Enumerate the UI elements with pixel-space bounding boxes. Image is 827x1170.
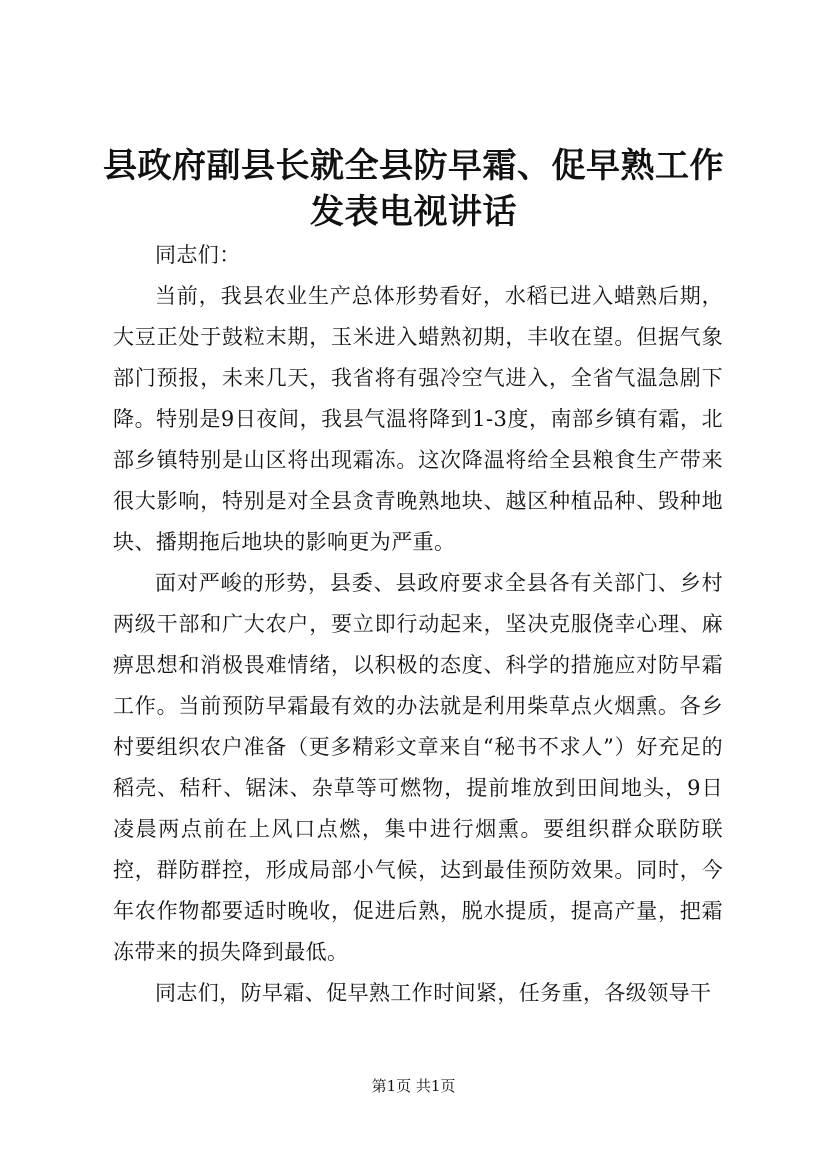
paragraph-3: 同志们，防早霜、促早熟工作时间紧，任务重，各级领导干 — [155, 981, 712, 1005]
document-title: 县政府副县长就全县防早霜、促早熟工作发表电视讲话 — [103, 146, 724, 232]
paragraph-greeting: 同志们： — [155, 243, 241, 267]
document-body — [113, 235, 723, 1014]
paragraph-2: 面对严峻的形势，县委、县政府要求全县各有关部门、乡村两级干部和广大农户，要立即行动起来，坚决克服侥幸心理、麻痹思想和消极畏难情绪，以积极的态度、科学的措施应对防早霜工作。当前预防早霜最有效的办法就是利用柴草点火烟熏。各乡村要组织农户准备（更多精彩文章来自“秘书不求人”）好充足的稻壳、秸秆、锯沫、杂草等可燃物，提前堆放到田间地头，9日凌晨两点前在上风口点燃，集中进行烟熏。要组织群众联防联控，群防群控，形成局部小气候，达到最佳预防效果。同时，今年农作物都要适时晚收，促进后熟，脱水提质，提高产量，把霜冻带来的损失降到最低。 — [113, 571, 723, 964]
paragraph-1: 当前，我县农业生产总体形势看好，水稻已进入蜡熟后期，大豆正处于鼓粒末期，玉米进入蜡熟初期，丰收在望。但据气象部门预报，未来几天，我省将有强冷空气进入，全省气温急剧下降。特别是9日夜间，我县气温将降到1-3度，南部乡镇有霜，北部乡镇特别是山区将出现霜冻。这次降温将给全县粮食生产带来很大影响，特别是对全县贪青晚熟地块、越区种植品种、毁种地块、播期拖后地块的影响更为严重。 — [113, 284, 723, 554]
page-number-footer: 第1页 共1页 — [371, 1077, 456, 1095]
